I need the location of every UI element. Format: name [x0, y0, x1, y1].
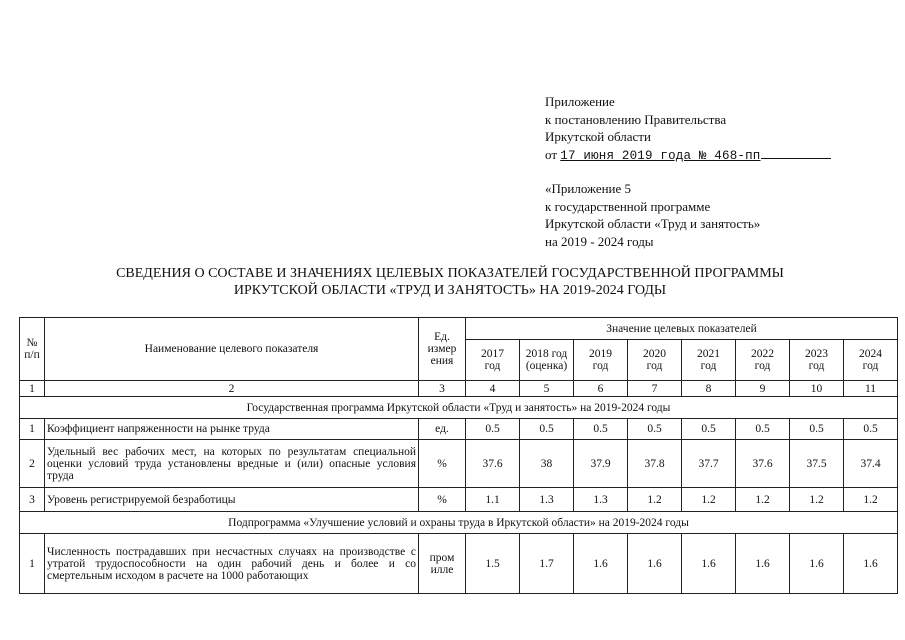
column-index: 4 — [466, 381, 520, 397]
indicator-value: 1.2 — [736, 488, 790, 512]
indicator-value: 0.5 — [682, 419, 736, 440]
col-num-header: № п/п — [20, 318, 45, 381]
header-line-1: Приложение — [545, 94, 615, 109]
col-name-header: Наименование целевого показателя — [45, 318, 419, 381]
column-index: 10 — [790, 381, 844, 397]
column-index: 1 — [20, 381, 45, 397]
column-index: 2 — [45, 381, 419, 397]
year-label: 2017 — [481, 348, 504, 360]
indicator-value: 1.6 — [574, 534, 628, 594]
indicator-value: 1.2 — [682, 488, 736, 512]
column-index-row — [20, 381, 898, 397]
indicator-name: Численность пострадавших при несчастных случаях на производстве с утратой трудоспособности на один рабочий день и более и со смертельным исходом в расчете на 1000 работающих — [45, 534, 419, 594]
table-body — [20, 318, 898, 594]
row-number: 1 — [20, 419, 45, 440]
date-underline — [761, 146, 831, 159]
indicator-value: 0.5 — [574, 419, 628, 440]
approval-header — [545, 93, 831, 165]
year-header — [844, 340, 898, 381]
indicator-value: 37.4 — [844, 440, 898, 488]
year-sublabel: год — [754, 360, 771, 372]
indicator-name: Коэффициент напряженности на рынке труда — [45, 419, 419, 440]
indicator-value: 37.5 — [790, 440, 844, 488]
year-sublabel: год — [484, 360, 501, 372]
column-index: 6 — [574, 381, 628, 397]
indicator-value: 1.5 — [466, 534, 520, 594]
year-header — [736, 340, 790, 381]
header-line-3: Иркутской области — [545, 129, 651, 144]
indicator-value: 1.7 — [520, 534, 574, 594]
indicator-name: Удельный вес рабочих мест, на которых по результатам специальной оценки условий труда установлены вредные и (или) опасные условия труда — [45, 440, 419, 488]
table-row — [20, 440, 898, 488]
indicator-value: 37.8 — [628, 440, 682, 488]
section-title: Подпрограмма «Улучшение условий и охраны труда в Иркутской области» на 2019-2024 годы — [20, 512, 898, 534]
indicator-value: 37.6 — [466, 440, 520, 488]
year-header — [682, 340, 736, 381]
indicator-value: 1.1 — [466, 488, 520, 512]
year-header — [790, 340, 844, 381]
appendix-line-1: «Приложение 5 — [545, 181, 632, 196]
indicator-value: 37.9 — [574, 440, 628, 488]
year-header — [466, 340, 520, 381]
indicator-value: 1.6 — [790, 534, 844, 594]
header-date — [545, 146, 831, 166]
appendix-header — [545, 180, 760, 250]
column-index: 7 — [628, 381, 682, 397]
row-number: 3 — [20, 488, 45, 512]
year-label: 2024 — [859, 348, 882, 360]
indicator-value: 1.3 — [574, 488, 628, 512]
section-title: Государственная программа Иркутской области «Труд и занятость» на 2019-2024 годы — [20, 397, 898, 419]
indicator-value: 0.5 — [628, 419, 682, 440]
table-row — [20, 534, 898, 594]
year-header — [574, 340, 628, 381]
year-sublabel: год — [700, 360, 717, 372]
unit: % — [419, 440, 466, 488]
indicator-value: 1.6 — [628, 534, 682, 594]
appendix-line-4: на 2019 - 2024 годы — [545, 233, 654, 249]
indicator-value: 0.5 — [520, 419, 574, 440]
column-index: 8 — [682, 381, 736, 397]
header-date-value: 17 июня 2019 года № 468-пп — [560, 148, 761, 163]
indicator-value: 37.6 — [736, 440, 790, 488]
col-values-header: Значение целевых показателей — [466, 318, 898, 340]
year-header — [628, 340, 682, 381]
indicator-value: 0.5 — [466, 419, 520, 440]
year-sublabel: год — [646, 360, 663, 372]
column-index: 5 — [520, 381, 574, 397]
section-row — [20, 512, 898, 534]
indicator-value: 38 — [520, 440, 574, 488]
indicator-value: 0.5 — [736, 419, 790, 440]
indicator-name: Уровень регистрируемой безработицы — [45, 488, 419, 512]
column-index: 3 — [419, 381, 466, 397]
indicator-value: 1.2 — [628, 488, 682, 512]
col-unit-header: Ед. измер ения — [419, 318, 466, 381]
section-row — [20, 397, 898, 419]
year-sublabel: год — [862, 360, 879, 372]
table-row — [20, 419, 898, 440]
year-sublabel: (оценка) — [525, 360, 568, 372]
indicator-value: 1.3 — [520, 488, 574, 512]
indicator-value: 0.5 — [790, 419, 844, 440]
title-line-2: ИРКУТСКОЙ ОБЛАСТИ «ТРУД И ЗАНЯТОСТЬ» НА 2019-2024 ГОДЫ — [233, 283, 667, 298]
unit: пром илле — [419, 534, 466, 594]
unit: ед. — [419, 419, 466, 440]
appendix-line-3: Иркутской области «Труд и занятость» — [545, 216, 761, 231]
indicator-value: 1.6 — [682, 534, 736, 594]
indicators-table — [19, 317, 898, 594]
year-label: 2021 — [697, 348, 720, 360]
year-label: 2022 — [751, 348, 774, 360]
year-label: 2020 — [643, 348, 666, 360]
year-label: 2023 — [805, 348, 828, 360]
column-index: 9 — [736, 381, 790, 397]
title-line-1: СВЕДЕНИЯ О СОСТАВЕ И ЗНАЧЕНИЯХ ЦЕЛЕВЫХ ПОКАЗАТЕЛЕЙ ГОСУДАРСТВЕННОЙ ПРОГРАММЫ — [116, 266, 784, 281]
document-title — [20, 265, 880, 299]
year-label: 2018 год — [525, 348, 568, 360]
unit: % — [419, 488, 466, 512]
indicator-value: 1.2 — [790, 488, 844, 512]
indicator-value: 1.6 — [844, 534, 898, 594]
indicator-value: 1.6 — [736, 534, 790, 594]
year-header — [520, 340, 574, 381]
header-date-prefix: от — [545, 146, 558, 162]
year-label: 2019 — [589, 348, 612, 360]
row-number: 1 — [20, 534, 45, 594]
table-row — [20, 488, 898, 512]
table-header-row — [20, 318, 898, 340]
row-number: 2 — [20, 440, 45, 488]
year-sublabel: год — [808, 360, 825, 372]
appendix-line-2: к государственной программе — [545, 198, 711, 214]
indicator-value: 0.5 — [844, 419, 898, 440]
header-line-2: к постановлению Правительства — [545, 111, 727, 127]
indicator-value: 37.7 — [682, 440, 736, 488]
column-index: 11 — [844, 381, 898, 397]
year-sublabel: год — [592, 360, 609, 372]
indicator-value: 1.2 — [844, 488, 898, 512]
